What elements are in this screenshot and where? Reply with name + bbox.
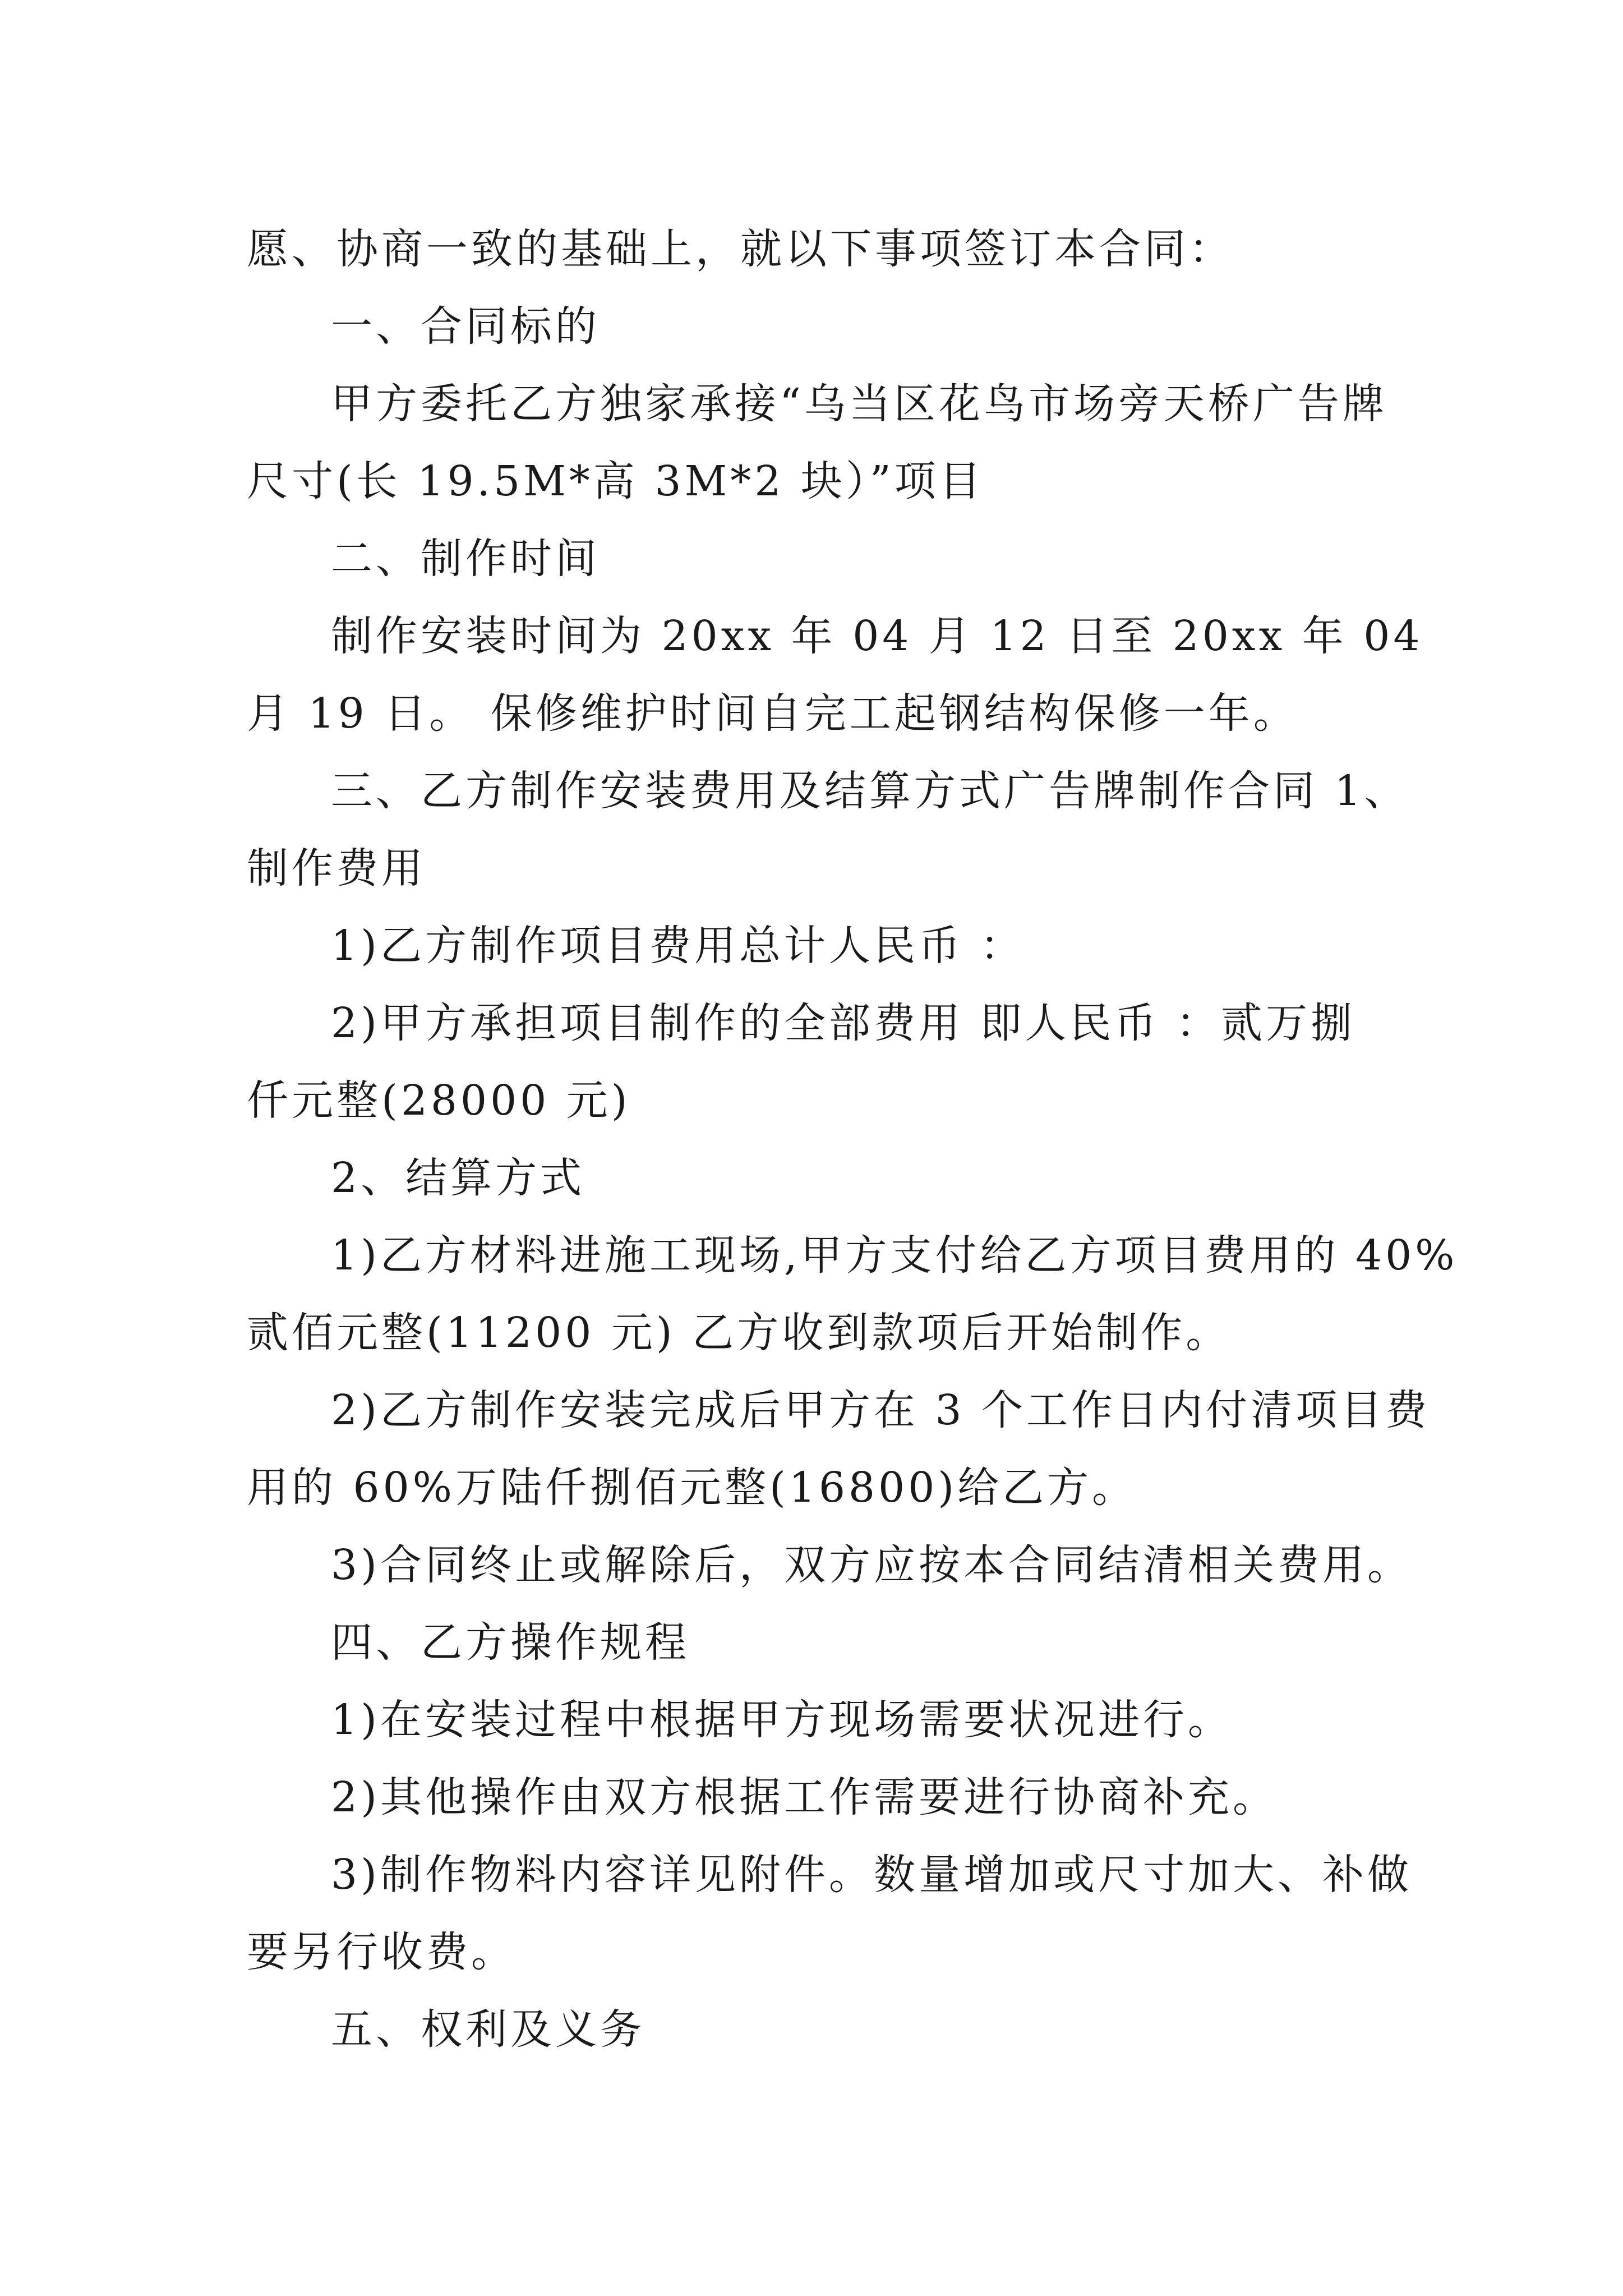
list-item: 3)制作物料内容详见附件。数量增加或尺寸加大、补做 [331,1851,1412,1899]
text-line: 月 19 日。 保修维护时间自完工起钢结构保修一年。 [247,689,1298,738]
list-item: 1)在安装过程中根据甲方现场需要状况进行。 [331,1696,1233,1744]
text-line: 制作费用 [247,844,426,892]
list-item: 1)乙方材料进施工现场,甲方支付给乙方项目费用的 40% [331,1231,1458,1280]
section-heading: 三、乙方制作安装费用及结算方式广告牌制作合同 1、 [331,767,1409,815]
section-heading: 一、合同标的 [331,302,600,351]
document-body [247,210,1458,2068]
text-line: 用的 60%万陆仟捌佰元整(16800)给乙方。 [247,1464,1137,1512]
list-item: 3)合同终止或解除后，双方应按本合同结清相关费用。 [331,1541,1412,1589]
list-item: 1)乙方制作项目费用总计人民币 ： [331,922,1025,970]
section-heading: 二、制作时间 [331,535,600,583]
list-item: 2)其他操作由双方根据工作需要进行协商补充。 [331,1773,1278,1821]
text-line: 甲方委托乙方独家承接“乌当区花鸟市场旁天桥广告牌 [331,380,1387,428]
text-line: 制作安装时间为 20xx 年 04 月 12 日至 20xx 年 04 [331,612,1423,660]
text-line: 愿、协商一致的基础上，就以下事项签订本合同： [247,225,1234,273]
text-line: 仟元整(28000 元) [247,1076,631,1125]
text-line: 要另行收费。 [247,1928,516,1976]
list-item: 2)甲方承担项目制作的全部费用 即人民币 ：贰万捌 [331,999,1355,1047]
subsection-heading: 2、结算方式 [331,1154,585,1202]
section-heading: 五、权利及义务 [331,2005,645,2054]
text-line: 尺寸(长 19.5M*高 3M*2 块）”项目 [247,457,984,505]
section-heading: 四、乙方操作规程 [331,1618,690,1667]
text-line: 贰佰元整(11200 元) 乙方收到款项后开始制作。 [247,1309,1231,1357]
list-item: 2)乙方制作安装完成后甲方在 3 个工作日内付清项目费 [331,1386,1431,1434]
